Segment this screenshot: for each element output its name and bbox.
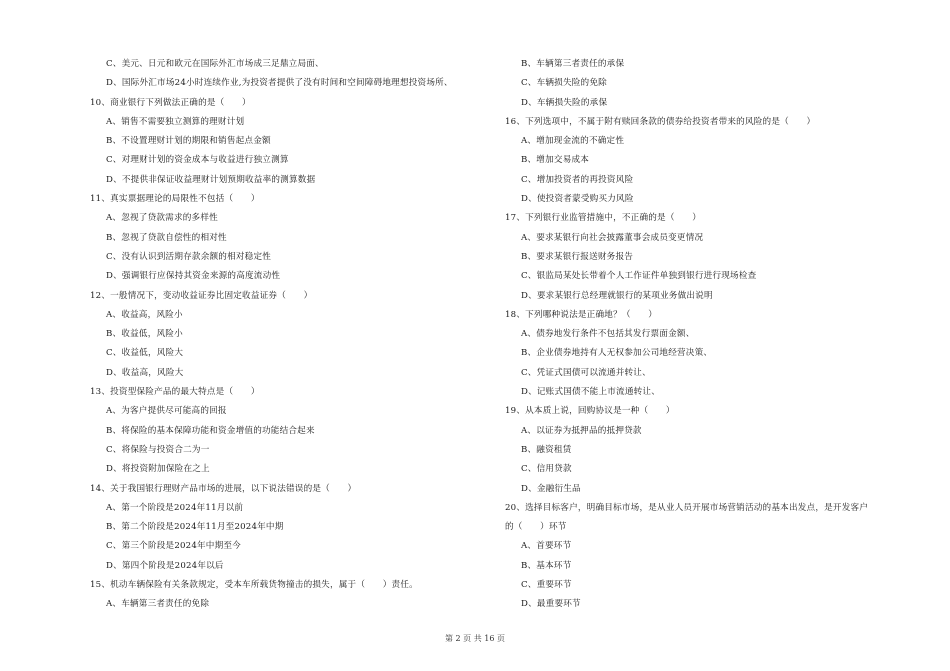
page-footer: 第 2 页 共 16 页 xyxy=(445,634,505,643)
question-text: 20、选择目标客户，明确目标市场，是从业人员开展市场营销活动的基本出发点，是开发客户 xyxy=(505,502,869,513)
answer-option: B、车辆第三者责任的承保 xyxy=(521,59,625,69)
answer-option: B、企业债券地持有人无权参加公司地经营决策、 xyxy=(521,348,713,359)
answer-option: B、第二个阶段是2024年11月至2024年中期 xyxy=(106,522,284,533)
answer-option: D、强调银行应保持其资金来源的高度流动性 xyxy=(106,271,281,282)
question-text: 13、投资型保险产品的最大特点是（ ） xyxy=(90,387,260,398)
answer-option: B、不设置理财计划的期限和销售起点金额 xyxy=(106,136,271,147)
answer-option: B、增加交易成本 xyxy=(521,155,590,166)
question-continuation: 的（ ）环节 xyxy=(505,522,567,533)
answer-option: B、将保险的基本保障功能和资金增值的功能结合起来 xyxy=(106,425,315,436)
question-text: 15、机动车辆保险有关条款规定，受本车所载货物撞击的损失，属于（ ）责任。 xyxy=(90,580,418,591)
answer-option: D、将投资附加保险在之上 xyxy=(106,464,210,475)
left-column xyxy=(90,55,490,615)
answer-option: B、融资租赁 xyxy=(521,444,572,455)
answer-option: B、收益低，风险小 xyxy=(106,329,183,340)
answer-option: D、车辆损失险的承保 xyxy=(521,97,608,108)
answer-option: D、国际外汇市场24小时连续作业,为投资者提供了没有时间和空间障碍地理想投资场所、 xyxy=(106,78,453,89)
answer-option: C、车辆损失险的免除 xyxy=(521,78,607,89)
answer-option: C、银监局某处长带着个人工作证件单独到银行进行现场检查 xyxy=(521,271,757,282)
answer-option: B、基本环节 xyxy=(521,560,572,571)
answer-option: A、车辆第三者责任的免除 xyxy=(106,599,210,610)
answer-option: C、对理财计划的资金成本与收益进行独立测算 xyxy=(106,155,289,166)
question-text: 17、下列银行业监管措施中，不正确的是（ ） xyxy=(505,213,702,224)
answer-option: B、忽视了贷款自偿性的相对性 xyxy=(106,232,227,243)
answer-option: C、第三个阶段是2024年中期至今 xyxy=(106,541,241,552)
answer-option: D、要求某银行总经理就银行的某项业务做出说明 xyxy=(521,290,713,301)
answer-option: D、记账式国债不能上市流通转让、 xyxy=(521,387,660,398)
answer-option: D、不提供非保证收益理财计划预期收益率的测算数据 xyxy=(106,174,316,185)
answer-option: A、债券地发行条件不包括其发行票面金额、 xyxy=(521,329,695,340)
answer-option: A、收益高，风险小 xyxy=(106,309,183,320)
question-text: 11、真实票据理论的局限性不包括（ ） xyxy=(90,194,260,205)
question-text: 12、一般情况下，变动收益证券比固定收益证券（ ） xyxy=(90,290,313,301)
answer-option: C、凭证式国债可以流通并转让、 xyxy=(521,367,651,378)
answer-option: C、将保险与投资合二为一 xyxy=(106,444,210,455)
answer-option: A、以证券为抵押品的抵押贷款 xyxy=(521,425,642,436)
answer-option: C、美元、日元和欧元在国际外汇市场成三足鼎立局面、 xyxy=(106,59,324,69)
answer-option: A、忽视了贷款需求的多样性 xyxy=(106,213,218,224)
answer-option: C、信用贷款 xyxy=(521,464,572,475)
question-text: 10、商业银行下列做法正确的是（ ） xyxy=(90,97,251,108)
right-column xyxy=(505,55,905,615)
question-text: 14、关于我国银行理财产品市场的进展，以下说法错误的是（ ） xyxy=(90,483,357,494)
answer-option: D、第四个阶段是2024年以后 xyxy=(106,560,224,571)
question-text: 18、下列哪种说法是正确地？（ ） xyxy=(505,309,658,320)
answer-option: D、最重要环节 xyxy=(521,599,581,610)
question-text: 16、下列选项中，不属于附有赎回条款的债券给投资者带来的风险的是（ ） xyxy=(505,116,816,127)
question-text: 19、从本质上说，回购协议是一种（ ） xyxy=(505,406,675,417)
answer-option: B、要求某银行报送财务报告 xyxy=(521,251,634,262)
answer-option: D、金融衍生品 xyxy=(521,483,581,494)
answer-option: A、要求某银行向社会披露董事会成员变更情况 xyxy=(521,232,704,243)
answer-option: C、收益低，风险大 xyxy=(106,348,184,359)
answer-option: A、增加现金流的不确定性 xyxy=(521,136,625,147)
answer-option: A、首要环节 xyxy=(521,541,572,552)
answer-option: C、没有认识到活期存款余额的相对稳定性 xyxy=(106,251,272,262)
answer-option: C、增加投资者的再投资风险 xyxy=(521,174,634,185)
answer-option: D、收益高，风险大 xyxy=(106,367,184,378)
answer-option: C、重要环节 xyxy=(521,580,572,591)
answer-option: A、第一个阶段是2024年11月以前 xyxy=(106,502,244,513)
answer-option: D、使投资者蒙受购买力风险 xyxy=(521,194,634,205)
answer-option: A、销售不需要独立测算的理财计划 xyxy=(106,116,245,127)
answer-option: A、为客户提供尽可能高的回报 xyxy=(106,406,227,417)
